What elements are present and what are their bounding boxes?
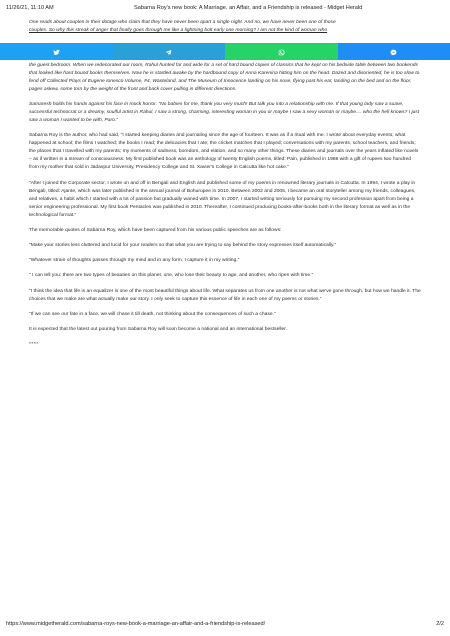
print-datetime: 11/26/21, 11:10 AM [6, 5, 54, 11]
intro-line-2: couples. So why this streak of anger that finally goes through me like a lightning bolt early one morning? I am not the kind of woman who [29, 28, 328, 33]
paragraph-quote-2: "Whatever strain of thoughts passes through my mind and in any form, I capture it in my writing." [29, 258, 240, 264]
twitter-icon [53, 43, 60, 61]
paragraph-quote-3: " I can tell you: there are two types of beauties on this planet, one, who lose their beauty to age, and another, who ripen with time." [29, 273, 314, 279]
share-whatsapp-button[interactable] [225, 43, 338, 60]
paragraph-story-excerpt-2: Samaresh holds his hands against his face in mock horror. "No babies for me, thank you very much! But talk you into a relationship with me. If that young lady saw a suave, successful technocrat or a dreamy, soulful artist in Rahul, I saw a strong, charming, interesting woman in you or maybe I saw a sexy woman or maybe.... who the hell knows? I just saw a woman I wanted to be with, Paro." [29, 102, 420, 124]
paragraph-quote-4: "I think the idea that life is an equalizer is one of the most beautiful things about life. What separates us from one another is not what we've gone through, but how we handle it. The choices that we make are what actually make our story. I only seek to capture this essence of life in each one of my poems or stories." [29, 288, 421, 302]
paragraph-story-excerpt-1: the guest bedroom. When we redecorated our room, Rahul hunted far and wide for a set of hard bound copies of classics that he kept on his bedside table between two bookends that looked like hard bound books themselves. Now he is startled awake by the hardbound copy of Anna Karenina hitting him on the head. Dazed and disoriented, he is too slow to fend off Collected Plays of Eugene Ionesco Volume, #4, Wasteland, and The Museum of Innocence landing on his nose, flying past his ear, landing on the bed and on the floor, pages askew, some torn by the weight of the front and back cover pulling in different directions. [29, 63, 420, 92]
print-page-title: Sabarna Roy's new book: A Marriage, an Affair, and a Friendship is released - Midget Herald [134, 5, 363, 11]
print-header [6, 5, 444, 14]
messenger-icon [390, 43, 397, 61]
article-intro [29, 19, 421, 35]
paragraph-author-quote-1: Sabarna Roy is the author, who had said, "I started keeping diaries and journaling since the age of fourteen. It was as if a ritual with me. I wrote about everyday events; what happened at school; the films I watched; the books I read; the delicacies that I ate; the cricket matches that I played; conversations with my parents, school teachers, and friends; the places that I travelled with my parents; my moments of sadness, boredom, and elation, and so many other things. These diaries and journals over the years inflated like novels – as if written in a stream of consciousness. My first published book was an anthology of twenty English poems, titled: Pain, published in 1986 with a gift of rupees two hundred from my mother that sold in Jadavpur University, Presidency College and St. Xavier's College in Calcutta like hot cake." [29, 133, 419, 171]
print-page-number: 2/2 [436, 621, 444, 627]
telegram-icon [165, 43, 172, 61]
share-bar [0, 43, 450, 60]
article-body [29, 62, 421, 356]
paragraph-author-quote-2: "After I joined the Corporate sector, I wrote on and off in Bengali and English and published some of my poems in renowned literary journals in Calcutta. In 1994, I wrote a play in Bengali, titled: Ajante, which was later published in the annual journal of Bohurupee in 2010. Between 2002 and 2005, I became an oral storyteller among my friends, colleagues, and relatives, a habit which I started with a lot of passion but gradually waned with time. In 2007, I started writing seriously for pursuing my second profession apart from being a senior engineering professional. My first book Pentacles was published in 2010. Thereafter, I continued producing books-after-books both in the literary format as well as in the technological format." [29, 180, 416, 218]
share-messenger-button[interactable] [338, 43, 450, 60]
print-page-url: https://www.midgetherald.com/sabarna-roys-new-book-a-marriage-an-affair-and-a-friendship-is-released/ [6, 621, 266, 627]
paragraph-quote-1: "Make your stories less cluttered and lucid for your readers so that what you are trying to say behind the story expresses itself automatically." [29, 242, 337, 248]
share-telegram-button[interactable] [113, 43, 226, 60]
paragraph-separator: **** [29, 342, 39, 348]
paragraph-quote-5: "If we can see our fate in a face, we will chase it till death, not thinking about the consequences of such a chase." [29, 311, 276, 317]
intro-line-1: One reads about couples in their dotage who claim that they have never been apart a single night. And no, we have never been one of those [29, 20, 336, 25]
paragraph-closing: It is expected that the latest out pouring from Sabarna Roy will soon become a national and an international bestseller. [29, 326, 288, 332]
paragraph-quotes-intro: The memorable quotes of Sabarna Roy, which have been captured from his various public speeches are as follows: [29, 227, 282, 233]
whatsapp-icon [278, 43, 285, 61]
print-footer [6, 621, 444, 630]
share-twitter-button[interactable] [0, 43, 113, 60]
